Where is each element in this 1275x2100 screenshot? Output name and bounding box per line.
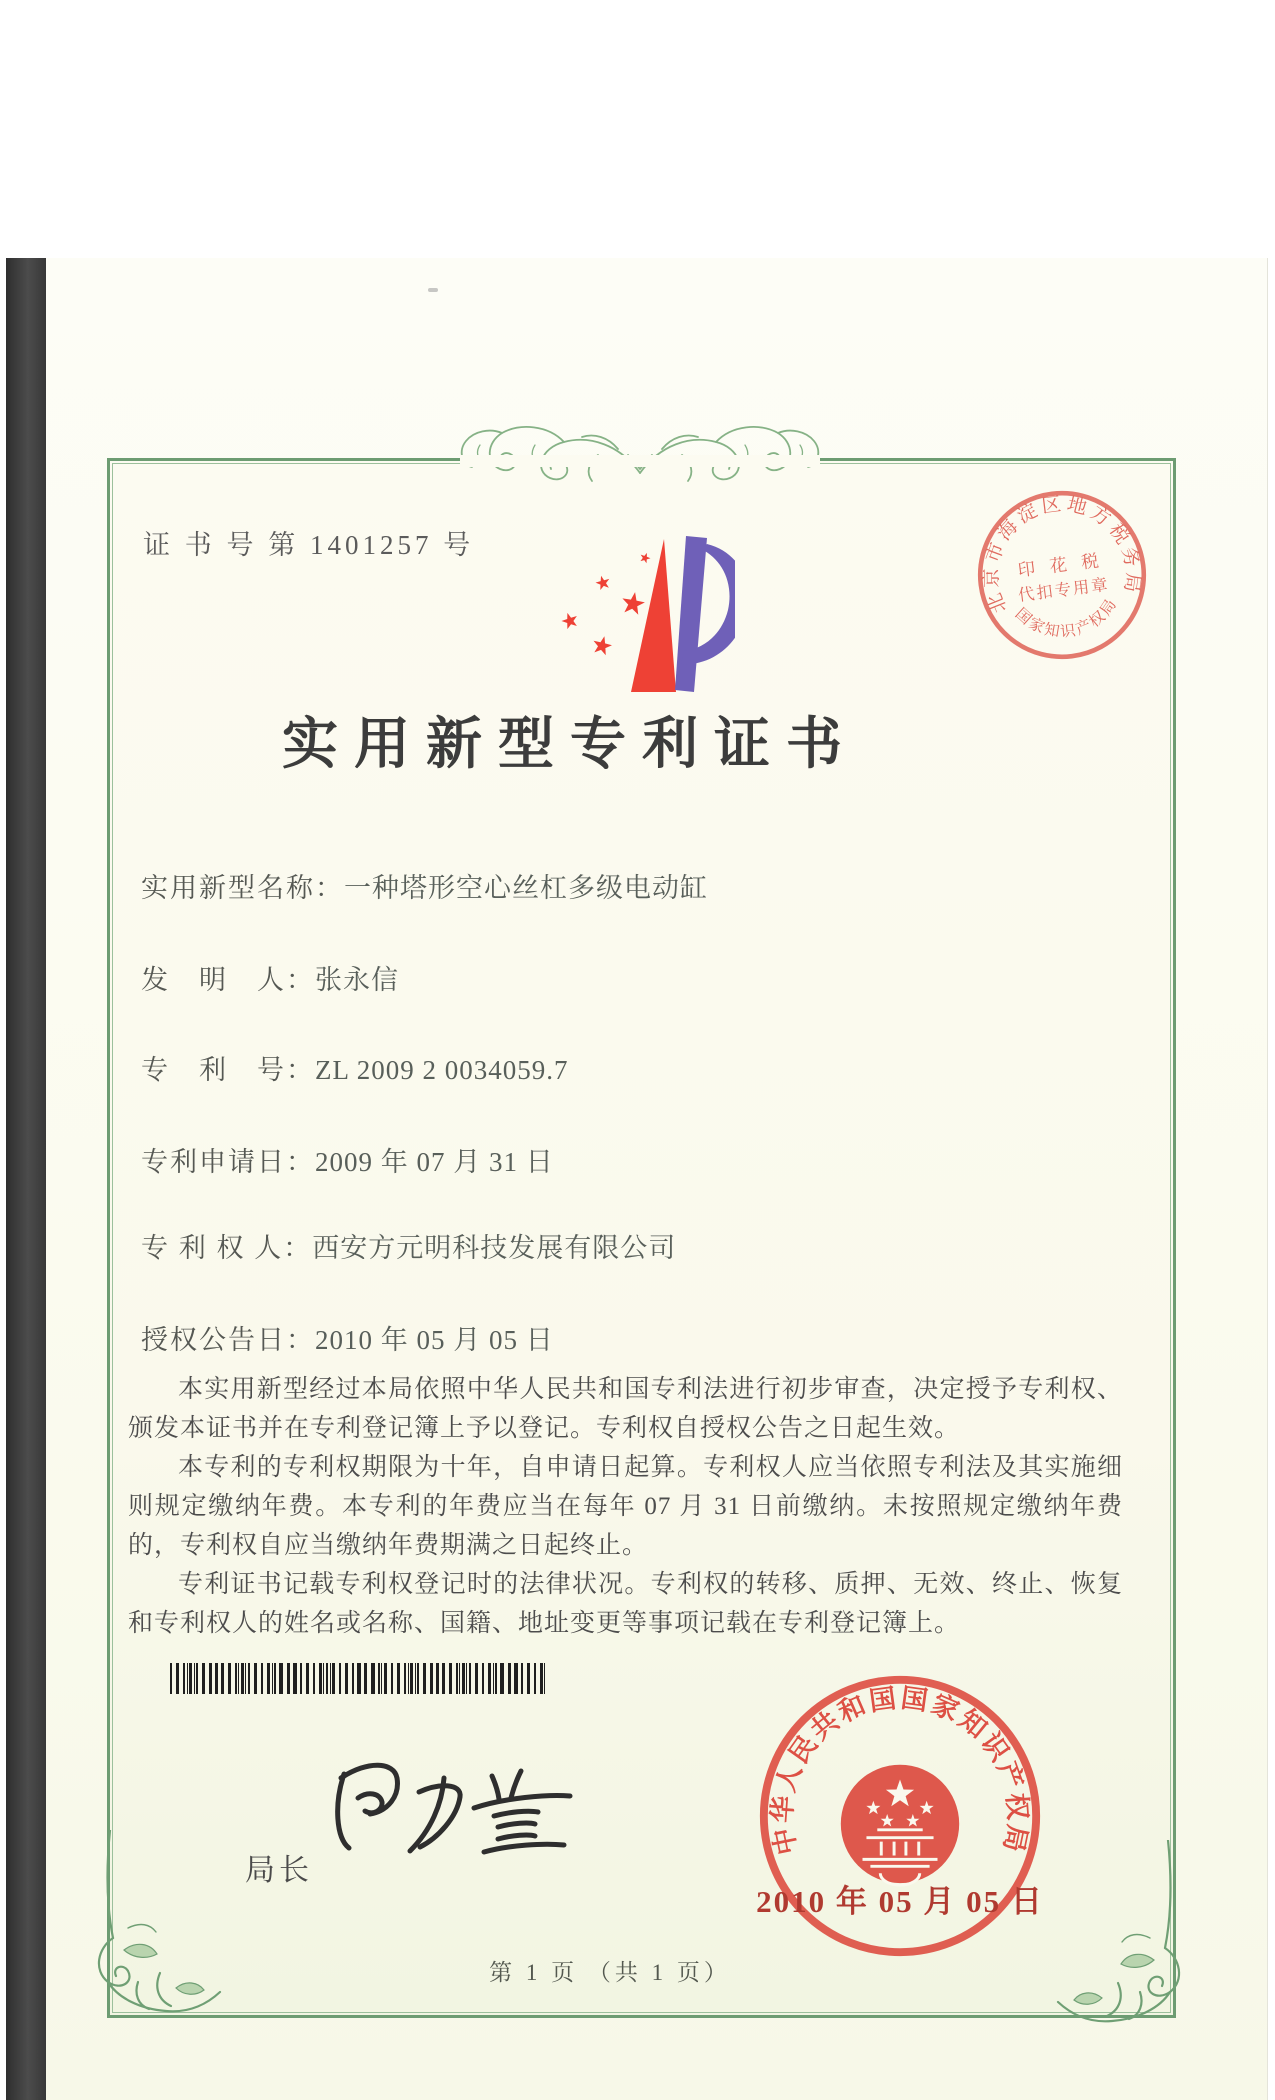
logo-stars [560,551,652,656]
field-inventor [141,958,399,998]
field-value: 西安方元明科技发展有限公司 [312,1233,677,1263]
corner-flourish-left-icon [78,1830,228,2030]
legal-text [128,1370,1123,1643]
legal-paragraph: 本专利的专利权期限为十年，自申请日起算。专利权人应当依照专利法及其实施细则规定缴纳年费。本专利的年费应当在每年 07 月 31 日前缴纳。未按照规定缴纳年费的，专利权自应当缴纳年费期满之日起终止。 [128,1454,1123,1559]
director-label: 局长 [245,1854,313,1887]
national-emblem-icon [841,1765,959,1885]
tax-seal-arc-bottom-text: 国家知识产权局 [1011,594,1121,641]
field-label: 专 利 权 人： [141,1233,313,1263]
seal-date: 2010 年 05 月 05 日 [756,1884,1044,1919]
scan-artifact [428,288,438,292]
corner-flourish-right-icon [1050,1840,1200,2040]
tax-seal-center-line2: 代扣专用章 [1017,574,1111,605]
scan-edge-band [6,258,46,2100]
tax-seal-arc-top-text: 北京市海淀区地方税务局 [981,493,1144,616]
field-label: 发 明 人： [141,965,315,995]
official-seal-arc-text: 中华人民共和国国家知识产权局 [766,1682,1034,1858]
patent-office-logo-icon [545,536,735,706]
field-utility-model-name [141,866,708,906]
field-value: 一种塔形空心丝杠多级电动缸 [344,873,708,903]
field-grant-date [141,1318,554,1358]
tax-stamp-seal [959,472,1164,677]
field-label: 实用新型名称： [141,873,344,903]
field-patentee [141,1226,676,1266]
field-value: 2010 年 05 月 05 日 [315,1325,554,1355]
legal-paragraph: 本实用新型经过本局依照中华人民共和国专利法进行初步审查，决定授予专利权、颁发本证书并在专利登记簿上予以登记。专利权自授权公告之日起生效。 [128,1376,1123,1442]
tax-seal-center-line1: 印 花 税 [1016,550,1105,581]
legal-paragraph: 专利证书记载专利权登记时的法律状况。专利权的转移、质押、无效、终止、恢复和专利权人的姓名或名称、国籍、地址变更等事项记载在专利登记簿上。 [128,1571,1123,1637]
field-patent-number [141,1048,568,1088]
page-footer: 第 1 页 （共 1 页） [489,1960,731,1985]
field-label: 授权公告日： [141,1325,315,1355]
certificate-title: 实用新型专利证书 [282,714,858,776]
field-filing-date [141,1140,554,1180]
field-value: 2009 年 07 月 31 日 [315,1147,554,1177]
field-value: ZL 2009 2 0034059.7 [315,1055,569,1085]
barcode [170,1663,546,1694]
field-label: 专 利 号： [141,1055,315,1085]
director-signature [322,1748,590,1882]
field-value: 张永信 [315,965,399,995]
field-label: 专利申请日： [141,1147,315,1177]
top-scroll-ornament-icon [440,415,840,505]
certificate-number: 证 书 号 第 1401257 号 [143,530,475,560]
